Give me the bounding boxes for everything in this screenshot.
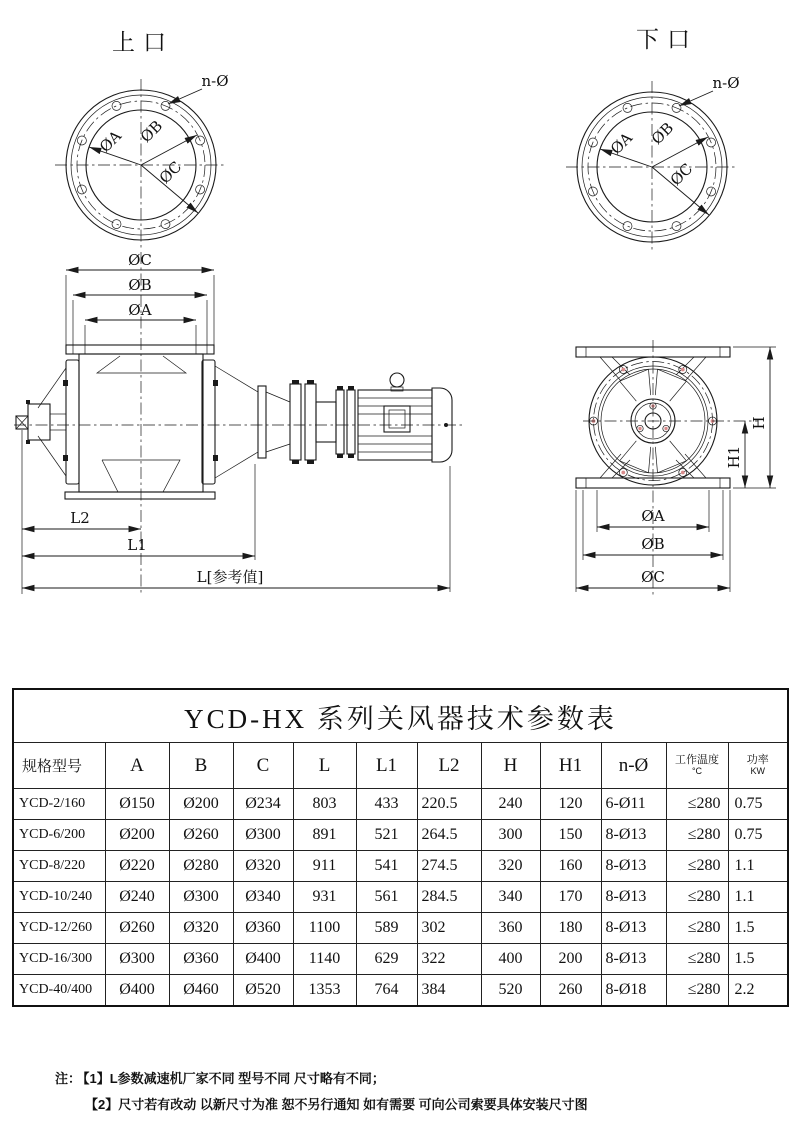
table-cell: Ø400 [233,944,293,975]
upper-port-flange-view [55,72,229,251]
right-end-cover [202,360,215,484]
table-cell: YCD-12/260 [13,913,105,944]
dim-label-phi-b: ØB [647,118,678,149]
table-cell: Ø300 [233,820,293,851]
table-cell: YCD-10/240 [13,882,105,913]
col-header-c: C [233,743,293,789]
col-header-b: B [169,743,233,789]
table-cell: YCD-16/300 [13,944,105,975]
spec-table-body [13,789,788,1007]
table-cell: 274.5 [417,851,481,882]
table-cell: ≤280 [666,975,728,1007]
table-cell: 433 [356,789,417,820]
dim-label-h: H [750,416,768,430]
table-cell: Ø300 [169,882,233,913]
col-header-power: 功率 KW [728,743,788,789]
table-cell: 891 [293,820,356,851]
table-cell: Ø320 [233,851,293,882]
dim-label-n-phi: n-Ø [712,74,740,92]
table-cell: 541 [356,851,417,882]
table-cell: Ø460 [169,975,233,1007]
table-cell: YCD-8/220 [13,851,105,882]
left-bearing-housing [28,404,50,440]
col-header-h1: H1 [540,743,601,789]
dim-label-phi-c: ØC [666,159,697,190]
table-cell: 240 [481,789,540,820]
table-cell: Ø280 [169,851,233,882]
table-cell: 384 [417,975,481,1007]
table-cell: 1140 [293,944,356,975]
dim-label-phi-c: ØC [128,251,152,269]
dim-label-phi-a: ØA [641,507,665,525]
table-cell: 284.5 [417,882,481,913]
table-title: YCD-HX 系列关风器技术参数表 [13,689,788,743]
table-cell: 1.5 [728,944,788,975]
side-view-drawing [14,251,462,596]
table-row [13,975,788,1007]
lower-port-flange-view [566,74,740,253]
table-cell: 220.5 [417,789,481,820]
bottom-flange-plate [65,492,215,499]
dim-label-l-ref: L[参考值] [196,568,264,586]
spec-table [12,688,789,1007]
col-header-temp: 工作温度 °C [666,743,728,789]
dim-label-phi-b: ØB [136,116,167,147]
note-line-2 [85,1092,588,1118]
table-row [13,913,788,944]
dim-label-n-phi: n-Ø [201,72,229,90]
dim-label-phi-a: ØA [128,301,152,319]
table-cell: 120 [540,789,601,820]
motor-eyebolt [390,373,404,387]
table-cell: 1353 [293,975,356,1007]
table-cell: 400 [481,944,540,975]
table-cell: Ø260 [105,913,169,944]
lower-port-title: 下口 [636,26,698,52]
table-cell: 803 [293,789,356,820]
table-cell: 150 [540,820,601,851]
table-cell: 300 [481,820,540,851]
table-cell: 260 [540,975,601,1007]
col-header-l1: L1 [356,743,417,789]
col-header-a: A [105,743,169,789]
table-cell: 1100 [293,913,356,944]
reducer-neck [316,402,336,442]
dim-label-l1: L1 [127,536,147,554]
table-cell: 320 [481,851,540,882]
reducer-flange [290,384,301,460]
dim-label-phi-b: ØB [128,276,152,294]
table-cell: 520 [481,975,540,1007]
table-cell: Ø360 [233,913,293,944]
table-cell: 6-Ø11 [601,789,666,820]
table-title-row [13,689,788,743]
dim-label-phi-a: ØA [95,126,126,157]
table-cell: 1.1 [728,882,788,913]
table-cell: ≤280 [666,944,728,975]
table-cell: 180 [540,913,601,944]
table-cell: ≤280 [666,851,728,882]
table-cell: YCD-2/160 [13,789,105,820]
dim-label-l2: L2 [70,509,90,527]
table-cell: 1.1 [728,851,788,882]
dim-label-phi-c: ØC [155,157,186,188]
table-cell: Ø240 [105,882,169,913]
col-header-l2: L2 [417,743,481,789]
table-cell: 589 [356,913,417,944]
table-cell: Ø150 [105,789,169,820]
table-cell: 764 [356,975,417,1007]
table-cell: ≤280 [666,789,728,820]
notes [55,1066,588,1118]
table-cell: 322 [417,944,481,975]
table-cell: 8-Ø13 [601,820,666,851]
dim-label-phi-a: ØA [606,128,637,159]
left-end-cover [66,360,79,484]
col-header-model: 规格型号 [13,743,105,789]
table-cell: ≤280 [666,882,728,913]
note-item-2: 【2】尺寸若有改动 以新尺寸为准 恕不另行通知 如有需要 可向公司索要具体安装尺寸图 [85,1097,588,1112]
table-cell: Ø400 [105,975,169,1007]
table-header-row [13,743,788,789]
table-cell: Ø200 [105,820,169,851]
drive-bracket [258,386,266,458]
note-item-1: 【1】L参数减速机厂家不同 型号不同 尺寸略有不同； [83,1071,385,1086]
table-cell: 8-Ø13 [601,944,666,975]
table-row [13,882,788,913]
top-flange-plate [66,345,214,354]
motor [358,373,452,462]
table-cell: 1.5 [728,913,788,944]
note-line-1 [55,1066,588,1092]
table-cell: Ø520 [233,975,293,1007]
table-cell: 170 [540,882,601,913]
table-cell: YCD-40/400 [13,975,105,1007]
table-cell: Ø234 [233,789,293,820]
table-cell: 911 [293,851,356,882]
table-cell: 521 [356,820,417,851]
inlet-funnel [97,356,186,373]
table-cell: 200 [540,944,601,975]
dim-label-phi-c: ØC [641,568,665,586]
upper-port-title: 上口 [112,29,174,55]
table-cell: 561 [356,882,417,913]
dim-label-h1: H1 [725,445,743,469]
table-row [13,789,788,820]
table-cell: 931 [293,882,356,913]
table-cell: Ø360 [169,944,233,975]
table-cell: 302 [417,913,481,944]
table-cell: 8-Ø13 [601,913,666,944]
table-row [13,851,788,882]
end-view-drawing [576,340,776,596]
table-cell: YCD-6/200 [13,820,105,851]
table-cell: 0.75 [728,820,788,851]
col-header-n-phi: n-Ø [601,743,666,789]
col-header-h: H [481,743,540,789]
table-cell: Ø300 [105,944,169,975]
table-cell: ≤280 [666,820,728,851]
table-cell: 360 [481,913,540,944]
table-cell: 0.75 [728,789,788,820]
table-cell: ≤280 [666,913,728,944]
table-cell: Ø340 [233,882,293,913]
col-header-l: L [293,743,356,789]
table-cell: Ø320 [169,913,233,944]
note-prefix: 注： [55,1071,82,1086]
table-cell: Ø260 [169,820,233,851]
table-cell: 160 [540,851,601,882]
table-cell: 8-Ø18 [601,975,666,1007]
table-cell: 340 [481,882,540,913]
table-row [13,944,788,975]
table-cell: Ø200 [169,789,233,820]
table-cell: 629 [356,944,417,975]
table-cell: Ø220 [105,851,169,882]
table-cell: 264.5 [417,820,481,851]
table-cell: 2.2 [728,975,788,1007]
table-row [13,820,788,851]
table-cell: 8-Ø13 [601,851,666,882]
table-cell: 8-Ø13 [601,882,666,913]
dim-label-phi-b: ØB [641,535,665,553]
